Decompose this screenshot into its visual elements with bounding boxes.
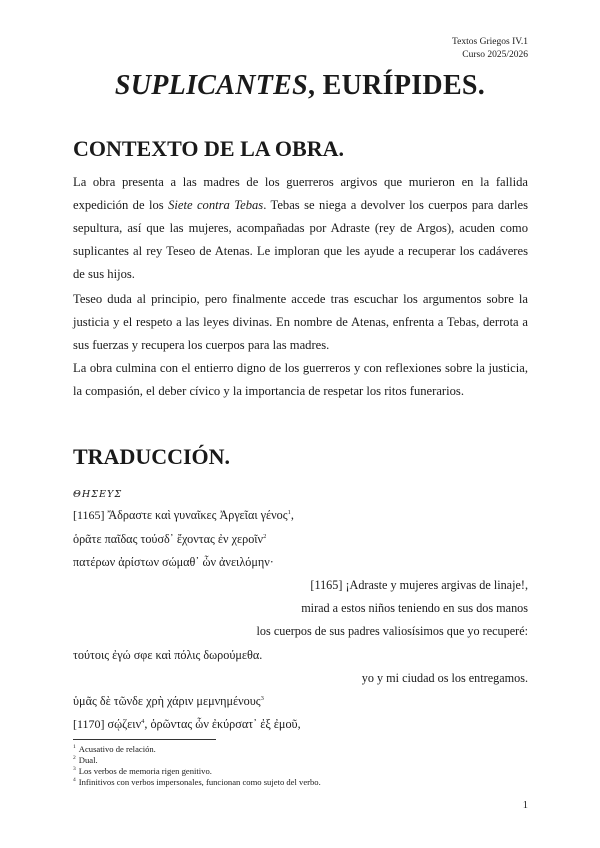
footnote-4: [73, 777, 321, 788]
line-number: [1165]: [73, 508, 108, 522]
footnote-text: Acusativo de relación.: [78, 744, 156, 754]
footnote-number: 2: [73, 755, 76, 762]
footnote-3: [73, 766, 212, 777]
greek-text: ὁρᾶτε παῖδας τούσδ᾽ ἔχοντας ἐν χεροῖν: [73, 532, 264, 546]
greek-text: πατέρων ἀρίστων σώμαθ᾽ ὧν ἀνειλόμην·: [73, 555, 274, 569]
greek-text: ὑμᾶς δὲ τῶνδε χρὴ χάριν μεμνημένους: [73, 694, 261, 708]
footnote-ref: 3: [260, 694, 264, 702]
paragraph-text: La obra presenta a las madres de los guerreros argivos que murieron en la fallida expedición de los: [73, 175, 528, 212]
greek-text: , ὁρῶντας ὧν ἐκύρσατ᾽ ἐξ ἐμοῦ,: [144, 717, 301, 731]
document-title: [0, 70, 600, 102]
spanish-line-1168: yo y mi ciudad os los entregamos.: [361, 671, 528, 685]
footnote-text: Dual.: [78, 755, 98, 765]
section-heading-translation: TRADUCCIÓN.: [73, 444, 231, 469]
footnote-2: [73, 755, 98, 766]
footnote-number: 4: [73, 777, 76, 784]
footnote-text: Infinitivos con verbos impersonales, funcionan como sujeto del verbo.: [78, 777, 321, 787]
greek-line-1165: [73, 508, 294, 523]
line-number: [1170]: [73, 717, 108, 731]
greek-line-1169: [73, 694, 264, 709]
footnote-1: [73, 744, 156, 755]
paragraph-context-1: [73, 171, 528, 286]
spanish-line-1166: mirad a estos niños teniendo en sus dos manos: [301, 601, 528, 615]
course-label: Textos Griegos IV.1: [452, 37, 528, 47]
greek-text: τούτοις ἐγώ σφε καὶ πόλις δωρούμεθα.: [73, 648, 263, 662]
section-heading-context: CONTEXTO DE LA OBRA.: [73, 136, 344, 161]
footnote-ref: 2: [263, 532, 267, 540]
footnote-separator: [73, 739, 216, 740]
footnote-number: 1: [73, 744, 76, 751]
speaker-label: ΘΗΣΕΥΣ: [73, 489, 123, 500]
paragraph-text: . Tebas se niega a devolver los cuerpos para darles sepultura, así que las mujeres, acompañadas por Adraste (rey de Argos), acuden como suplicantes al rey Teseo de Atenas. Le imploran que les ayude a recuperar los cadáveres de sus hijos.: [73, 198, 528, 281]
greek-line-1167: [73, 555, 274, 570]
greek-text: Ἄδραστε καὶ γυναῖκες Ἀργεῖαι γένος: [107, 508, 288, 522]
greek-text: σῴζειν: [107, 717, 142, 731]
title-author: , EURÍPIDES.: [308, 70, 486, 101]
spanish-line-1167: los cuerpos de sus padres valiosísimos que yo recuperé:: [256, 624, 528, 638]
paragraph-context-2: Teseo duda al principio, pero finalmente accede tras escuchar los argumentos sobre la justicia y el respeto a las leyes divinas. En nombre de Atenas, enfrenta a Tebas, derrota a sus fuerzas y recupera los cuerpos para las madres.: [73, 292, 528, 352]
paragraph-context-3: La obra culmina con el entierro digno de los guerreros y con reflexiones sobre la justicia, la compasión, el deber cívico y la importancia de respetar los ritos funerarios.: [73, 361, 528, 398]
page-number: 1: [522, 800, 528, 811]
footnote-number: 3: [73, 766, 76, 773]
work-title-italic: Siete contra Tebas: [168, 198, 264, 212]
document-header-info: [452, 36, 528, 62]
footnote-ref: 1: [287, 508, 291, 516]
course-year: Curso 2025/2026: [462, 50, 528, 60]
greek-line-1170: [73, 717, 301, 732]
footnote-text: Los verbos de memoria rigen genitivo.: [78, 766, 212, 776]
title-work: SUPLICANTES: [114, 70, 309, 101]
greek-line-1166: [73, 532, 266, 547]
spanish-line-1165: [1165] ¡Adraste y mujeres argivas de linaje!,: [310, 578, 528, 592]
greek-line-1168: [73, 648, 262, 663]
footnote-ref: 4: [141, 717, 145, 725]
greek-text: ,: [290, 508, 294, 522]
